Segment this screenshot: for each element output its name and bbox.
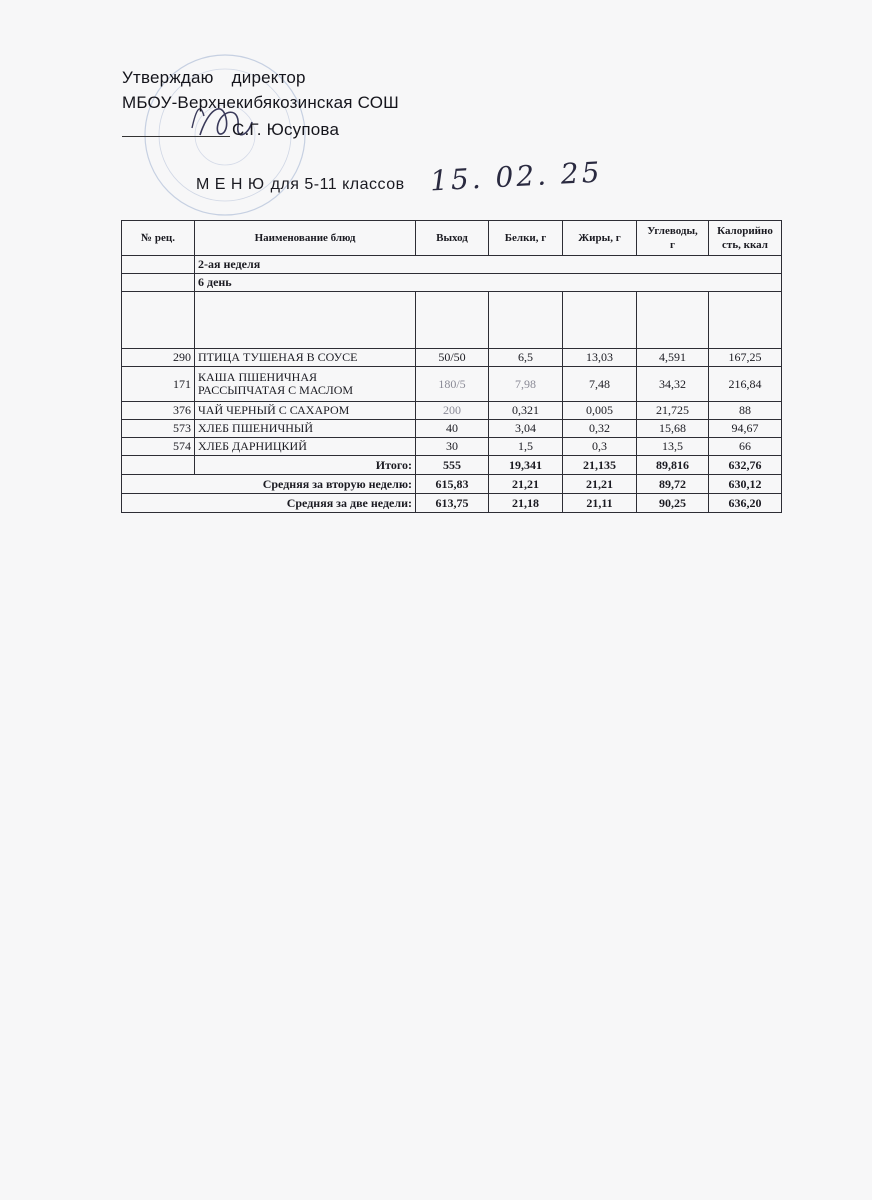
dish-output: 30: [416, 438, 489, 456]
average-two-weeks-protein: 21,18: [489, 494, 563, 513]
col-header-protein: Белки, г: [489, 221, 563, 256]
dish-carbs: 13,5: [637, 438, 709, 456]
dish-protein: 3,04: [489, 420, 563, 438]
col-header-name: Наименование блюд: [195, 221, 416, 256]
empty-cell: [709, 292, 782, 349]
dish-calories: 216,84: [709, 367, 782, 402]
total-fat: 21,135: [563, 456, 637, 475]
empty-cell: [637, 292, 709, 349]
col-header-carbs-line2: г: [670, 239, 675, 251]
table-row: [122, 438, 782, 456]
table-row: [122, 420, 782, 438]
signature-underline: [122, 136, 230, 137]
empty-cell: [122, 292, 195, 349]
menu-title: [196, 176, 405, 194]
dish-output: 50/50: [416, 349, 489, 367]
recipe-number: 573: [122, 420, 195, 438]
col-header-output: Выход: [416, 221, 489, 256]
dish-name: ХЛЕБ ПШЕНИЧНЫЙ: [195, 420, 416, 438]
dish-calories: 66: [709, 438, 782, 456]
col-header-calories-line1: Калорийно: [717, 225, 773, 237]
day-row: [122, 274, 782, 292]
average-week-row: [122, 475, 782, 494]
dish-fat: 0,005: [563, 402, 637, 420]
table-row: [122, 367, 782, 402]
col-header-recipe: № рец.: [122, 221, 195, 256]
dish-protein: 1,5: [489, 438, 563, 456]
dish-name: ХЛЕБ ДАРНИЦКИЙ: [195, 438, 416, 456]
empty-cell: [416, 292, 489, 349]
dish-carbs: 4,591: [637, 349, 709, 367]
average-week-carbs: 89,72: [637, 475, 709, 494]
total-carbs: 89,816: [637, 456, 709, 475]
dish-carbs: 15,68: [637, 420, 709, 438]
recipe-number: 376: [122, 402, 195, 420]
dish-name-line2: РАССЫПЧАТАЯ С МАСЛОМ: [198, 383, 354, 397]
total-blank: [122, 456, 195, 475]
average-two-weeks-calories: 636,20: [709, 494, 782, 513]
total-calories: 632,76: [709, 456, 782, 475]
table-row: [122, 349, 782, 367]
approval-word: Утверждаю: [122, 68, 214, 87]
director-signature-line: [122, 120, 339, 140]
handwritten-date: 15. 02. 25: [429, 155, 604, 198]
recipe-number: 574: [122, 438, 195, 456]
dish-output: 40: [416, 420, 489, 438]
dish-fat: 0,32: [563, 420, 637, 438]
average-week-protein: 21,21: [489, 475, 563, 494]
dish-output: 200: [416, 402, 489, 420]
average-two-weeks-row: [122, 494, 782, 513]
dish-name-line1: КАША ПШЕНИЧНАЯ: [198, 370, 318, 384]
col-header-fat: Жиры, г: [563, 221, 637, 256]
approval-line: [122, 68, 306, 88]
average-week-calories: 630,12: [709, 475, 782, 494]
menu-title-word: М Е Н Ю: [196, 176, 265, 193]
empty-row: [122, 292, 782, 349]
dish-fat: 7,48: [563, 367, 637, 402]
dish-protein: 7,98: [489, 367, 563, 402]
school-name: МБОУ-Верхнекибякозинская СОШ: [122, 93, 399, 112]
menu-title-classes: для 5-11 классов: [270, 176, 405, 193]
average-week-fat: 21,21: [563, 475, 637, 494]
dish-calories: 94,67: [709, 420, 782, 438]
day-label: 6 день: [195, 274, 782, 292]
dish-name: [195, 367, 416, 402]
col-header-carbs: [637, 221, 709, 256]
total-protein: 19,341: [489, 456, 563, 475]
col-header-calories: [709, 221, 782, 256]
col-header-carbs-line1: Углеводы,: [647, 225, 698, 237]
empty-cell: [563, 292, 637, 349]
dish-carbs: 34,32: [637, 367, 709, 402]
table-row: [122, 402, 782, 420]
average-week-label: Средняя за вторую неделю:: [122, 475, 416, 494]
dish-fat: 13,03: [563, 349, 637, 367]
dish-name: ЧАЙ ЧЕРНЫЙ С САХАРОМ: [195, 402, 416, 420]
week-row-blank: [122, 256, 195, 274]
dish-output: 180/5: [416, 367, 489, 402]
col-header-calories-line2: сть, ккал: [722, 239, 768, 251]
dish-calories: 167,25: [709, 349, 782, 367]
menu-table: [121, 220, 782, 513]
empty-cell: [489, 292, 563, 349]
average-two-weeks-carbs: 90,25: [637, 494, 709, 513]
director-name: С.Г. Юсупова: [232, 120, 340, 139]
week-label: 2-ая неделя: [195, 256, 782, 274]
dish-protein: 6,5: [489, 349, 563, 367]
recipe-number: 171: [122, 367, 195, 402]
empty-cell: [195, 292, 416, 349]
approval-role: директор: [231, 68, 306, 87]
dish-fat: 0,3: [563, 438, 637, 456]
dish-name: ПТИЦА ТУШЕНАЯ В СОУСЕ: [195, 349, 416, 367]
total-row: [122, 456, 782, 475]
average-week-output: 615,83: [416, 475, 489, 494]
average-two-weeks-label: Средняя за две недели:: [122, 494, 416, 513]
recipe-number: 290: [122, 349, 195, 367]
total-label: Итого:: [195, 456, 416, 475]
average-two-weeks-fat: 21,11: [563, 494, 637, 513]
average-two-weeks-output: 613,75: [416, 494, 489, 513]
table-header-row: [122, 221, 782, 256]
total-output: 555: [416, 456, 489, 475]
dish-calories: 88: [709, 402, 782, 420]
day-row-blank: [122, 274, 195, 292]
week-row: [122, 256, 782, 274]
dish-protein: 0,321: [489, 402, 563, 420]
dish-carbs: 21,725: [637, 402, 709, 420]
